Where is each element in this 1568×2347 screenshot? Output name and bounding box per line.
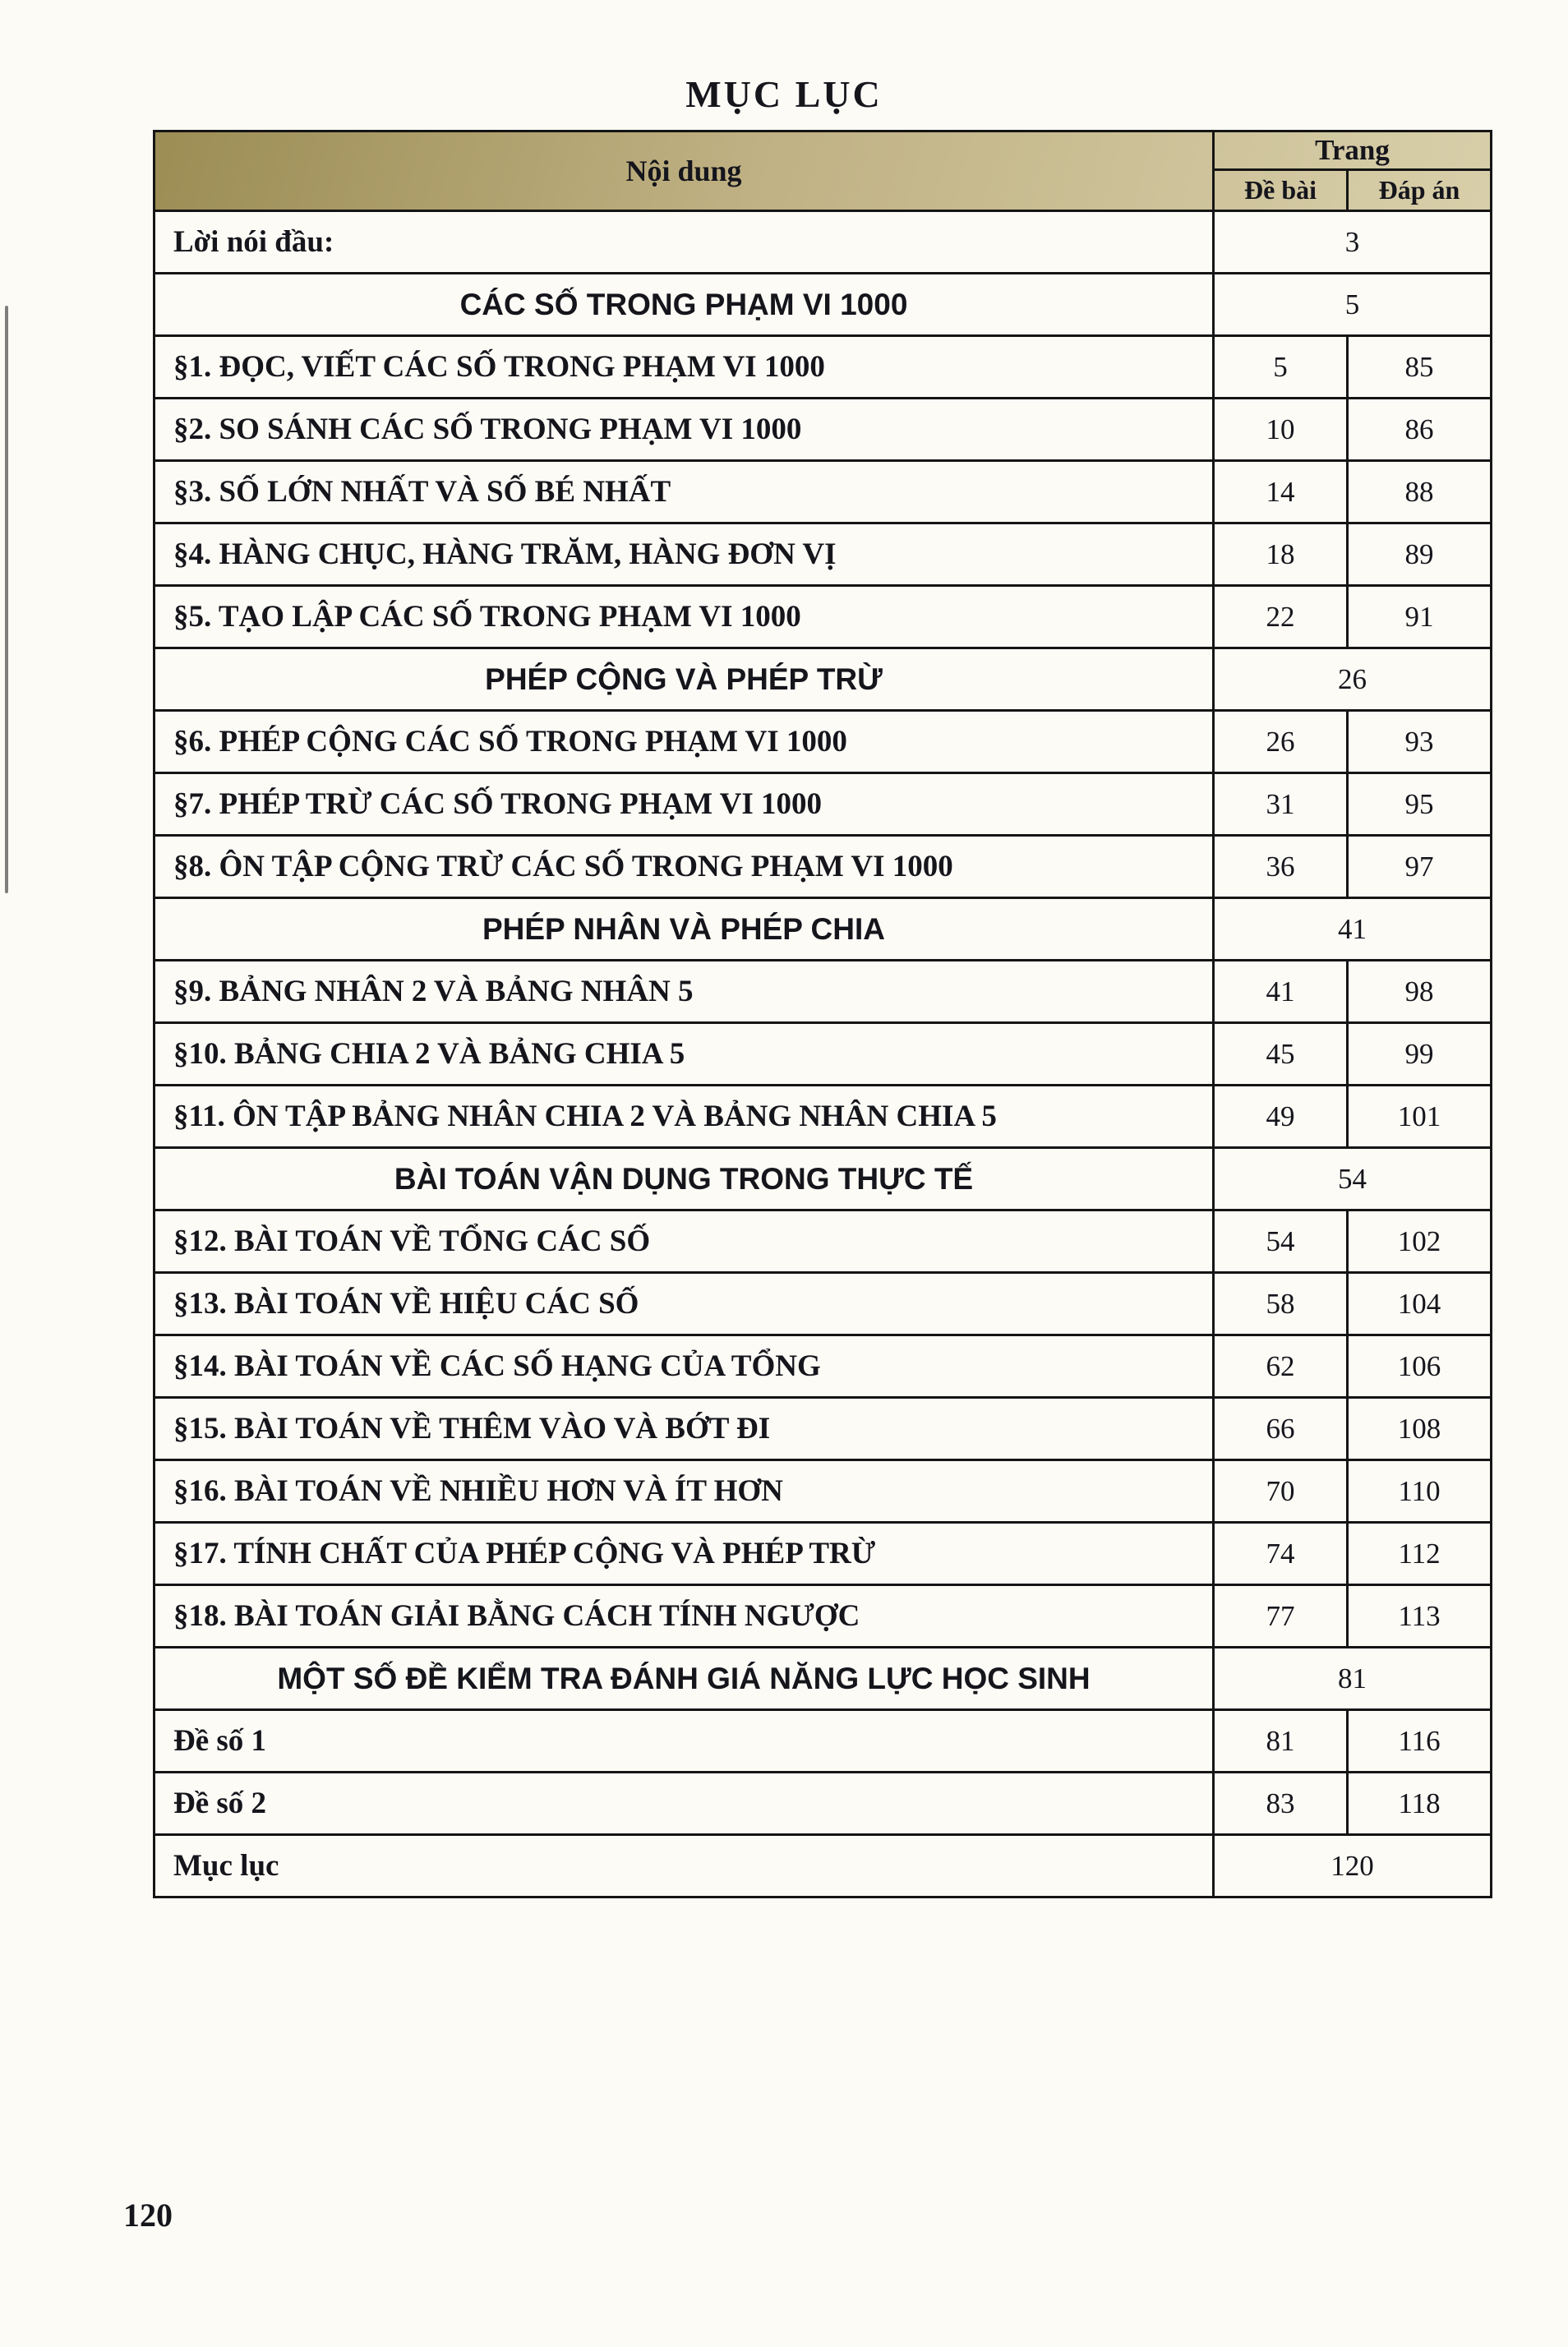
row-label: §5. TẠO LẬP CÁC SỐ TRONG PHẠM VI 1000 <box>155 587 1215 647</box>
page-number-de-bai: 83 <box>1266 1787 1295 1819</box>
page-number-de-bai: 36 <box>1266 850 1295 883</box>
row-label: Lời nói đầu: <box>155 212 1215 272</box>
page-number-dap-an: 98 <box>1346 961 1490 1021</box>
section-title: BÀI TOÁN VẬN DỤNG TRONG THỰC TẾ <box>155 1149 1215 1209</box>
row-label: §13. BÀI TOÁN VỀ HIỆU CÁC SỐ <box>155 1274 1215 1334</box>
page-number-de-bai: 77 <box>1266 1599 1295 1632</box>
page-number-dap-an: 110 <box>1346 1461 1490 1521</box>
page-number-de-bai: 26 <box>1266 725 1295 758</box>
page-number-span: 26 <box>1338 662 1367 695</box>
page-number-de-bai: 10 <box>1266 413 1295 445</box>
page-number-de-bai: 14 <box>1266 475 1295 508</box>
table-row <box>155 1646 1490 1708</box>
row-label: §8. ÔN TẬP CỘNG TRỪ CÁC SỐ TRONG PHẠM VI 1000 <box>155 837 1215 897</box>
table-row <box>155 334 1490 397</box>
toc-table <box>153 130 1492 1898</box>
page-number-de-bai: 5 <box>1273 350 1288 383</box>
row-label: §14. BÀI TOÁN VỀ CÁC SỐ HẠNG CỦA TỔNG <box>155 1336 1215 1396</box>
page-number-dap-an: 91 <box>1346 587 1490 647</box>
table-row <box>155 1833 1490 1896</box>
column-header-de-bai: Đề bài <box>1244 175 1317 205</box>
table-row <box>155 1708 1490 1771</box>
column-header-subrow <box>1215 171 1490 210</box>
page-number-de-bai: 18 <box>1266 537 1295 570</box>
table-row <box>155 1459 1490 1521</box>
table-row <box>155 834 1490 897</box>
page-number-de-bai: 66 <box>1266 1412 1295 1445</box>
table-row <box>155 397 1490 459</box>
row-label: §2. SO SÁNH CÁC SỐ TRONG PHẠM VI 1000 <box>155 399 1215 459</box>
page-number-de-bai: 22 <box>1266 600 1295 633</box>
row-label: §11. ÔN TẬP BẢNG NHÂN CHIA 2 VÀ BẢNG NHÂN CHIA 5 <box>155 1086 1215 1146</box>
page-number-dap-an: 108 <box>1346 1399 1490 1459</box>
toc-rows <box>155 210 1490 1896</box>
table-row <box>155 1334 1490 1396</box>
page-number-de-bai: 41 <box>1266 975 1295 1008</box>
table-row <box>155 1084 1490 1146</box>
footer-page-number: 120 <box>123 2197 173 2234</box>
row-label: §18. BÀI TOÁN GIẢI BẰNG CÁCH TÍNH NGƯỢC <box>155 1586 1215 1646</box>
page-number-de-bai: 58 <box>1266 1287 1295 1320</box>
page-number-dap-an: 89 <box>1346 524 1490 584</box>
page-number-dap-an: 113 <box>1346 1586 1490 1646</box>
page-number-span: 120 <box>1330 1849 1374 1882</box>
table-row <box>155 1209 1490 1271</box>
page-number-dap-an: 99 <box>1346 1024 1490 1084</box>
page-number-de-bai: 45 <box>1266 1037 1295 1070</box>
page-number-span: 81 <box>1338 1662 1367 1695</box>
column-header-content: Nội dung <box>155 132 1215 210</box>
page-number-dap-an: 118 <box>1346 1773 1490 1833</box>
row-label: §17. TÍNH CHẤT CỦA PHÉP CỘNG VÀ PHÉP TRỪ <box>155 1524 1215 1584</box>
column-header-dap-an: Đáp án <box>1346 171 1490 210</box>
table-row <box>155 897 1490 959</box>
table-row <box>155 272 1490 334</box>
section-title: MỘT SỐ ĐỀ KIỂM TRA ĐÁNH GIÁ NĂNG LỰC HỌC SINH <box>155 1648 1215 1708</box>
page-number-dap-an: 116 <box>1346 1711 1490 1771</box>
table-row <box>155 772 1490 834</box>
table-header <box>155 132 1490 210</box>
table-row <box>155 1771 1490 1833</box>
table-row <box>155 709 1490 772</box>
row-label: Đề số 1 <box>155 1711 1215 1771</box>
row-label: §7. PHÉP TRỪ CÁC SỐ TRONG PHẠM VI 1000 <box>155 774 1215 834</box>
table-row <box>155 1146 1490 1209</box>
table-row <box>155 959 1490 1021</box>
row-label: §9. BẢNG NHÂN 2 VÀ BẢNG NHÂN 5 <box>155 961 1215 1021</box>
page-number-dap-an: 86 <box>1346 399 1490 459</box>
page-number-de-bai: 81 <box>1266 1724 1295 1757</box>
table-row <box>155 647 1490 709</box>
row-label: §16. BÀI TOÁN VỀ NHIỀU HƠN VÀ ÍT HƠN <box>155 1461 1215 1521</box>
page-number-dap-an: 106 <box>1346 1336 1490 1396</box>
row-label: §10. BẢNG CHIA 2 VÀ BẢNG CHIA 5 <box>155 1024 1215 1084</box>
row-label: §3. SỐ LỚN NHẤT VÀ SỐ BÉ NHẤT <box>155 462 1215 522</box>
table-row <box>155 1021 1490 1084</box>
page-number-dap-an: 95 <box>1346 774 1490 834</box>
table-row <box>155 584 1490 647</box>
page-number-de-bai: 62 <box>1266 1349 1295 1382</box>
page-number-de-bai: 74 <box>1266 1537 1295 1570</box>
section-title: CÁC SỐ TRONG PHẠM VI 1000 <box>155 274 1215 334</box>
table-row <box>155 1521 1490 1584</box>
page-number-dap-an: 112 <box>1346 1524 1490 1584</box>
page-number-dap-an: 88 <box>1346 462 1490 522</box>
page-number-dap-an: 102 <box>1346 1211 1490 1271</box>
row-label: Đề số 2 <box>155 1773 1215 1833</box>
row-label: §1. ĐỌC, VIẾT CÁC SỐ TRONG PHẠM VI 1000 <box>155 337 1215 397</box>
section-title: PHÉP NHÂN VÀ PHÉP CHIA <box>155 899 1215 959</box>
page-number-de-bai: 31 <box>1266 787 1295 820</box>
page-number-span: 41 <box>1338 912 1367 945</box>
row-label: §15. BÀI TOÁN VỀ THÊM VÀO VÀ BỚT ĐI <box>155 1399 1215 1459</box>
column-header-pages-group <box>1215 132 1490 210</box>
table-row <box>155 1271 1490 1334</box>
page-number-dap-an: 97 <box>1346 837 1490 897</box>
page-number-span: 5 <box>1344 288 1360 320</box>
table-row <box>155 210 1490 272</box>
page-number-dap-an: 93 <box>1346 712 1490 772</box>
table-row <box>155 522 1490 584</box>
column-header-trang: Trang <box>1215 132 1490 171</box>
table-row <box>155 1396 1490 1459</box>
table-row <box>155 1584 1490 1646</box>
page-number-dap-an: 101 <box>1346 1086 1490 1146</box>
page-number-de-bai: 70 <box>1266 1474 1295 1507</box>
row-label: Mục lục <box>155 1836 1215 1896</box>
table-row <box>155 459 1490 522</box>
page-number-span: 3 <box>1344 225 1360 258</box>
row-label: §12. BÀI TOÁN VỀ TỔNG CÁC SỐ <box>155 1211 1215 1271</box>
scan-spine-artifact <box>5 306 8 893</box>
row-label: §4. HÀNG CHỤC, HÀNG TRĂM, HÀNG ĐƠN VỊ <box>155 524 1215 584</box>
page-number-de-bai: 49 <box>1266 1100 1295 1132</box>
page-number-dap-an: 85 <box>1346 337 1490 397</box>
row-label: §6. PHÉP CỘNG CÁC SỐ TRONG PHẠM VI 1000 <box>155 712 1215 772</box>
page-number-de-bai: 54 <box>1266 1224 1295 1257</box>
page-number-dap-an: 104 <box>1346 1274 1490 1334</box>
page-title: MỤC LỤC <box>685 73 883 115</box>
page-number-span: 54 <box>1338 1162 1367 1195</box>
section-title: PHÉP CỘNG VÀ PHÉP TRỪ <box>155 649 1215 709</box>
